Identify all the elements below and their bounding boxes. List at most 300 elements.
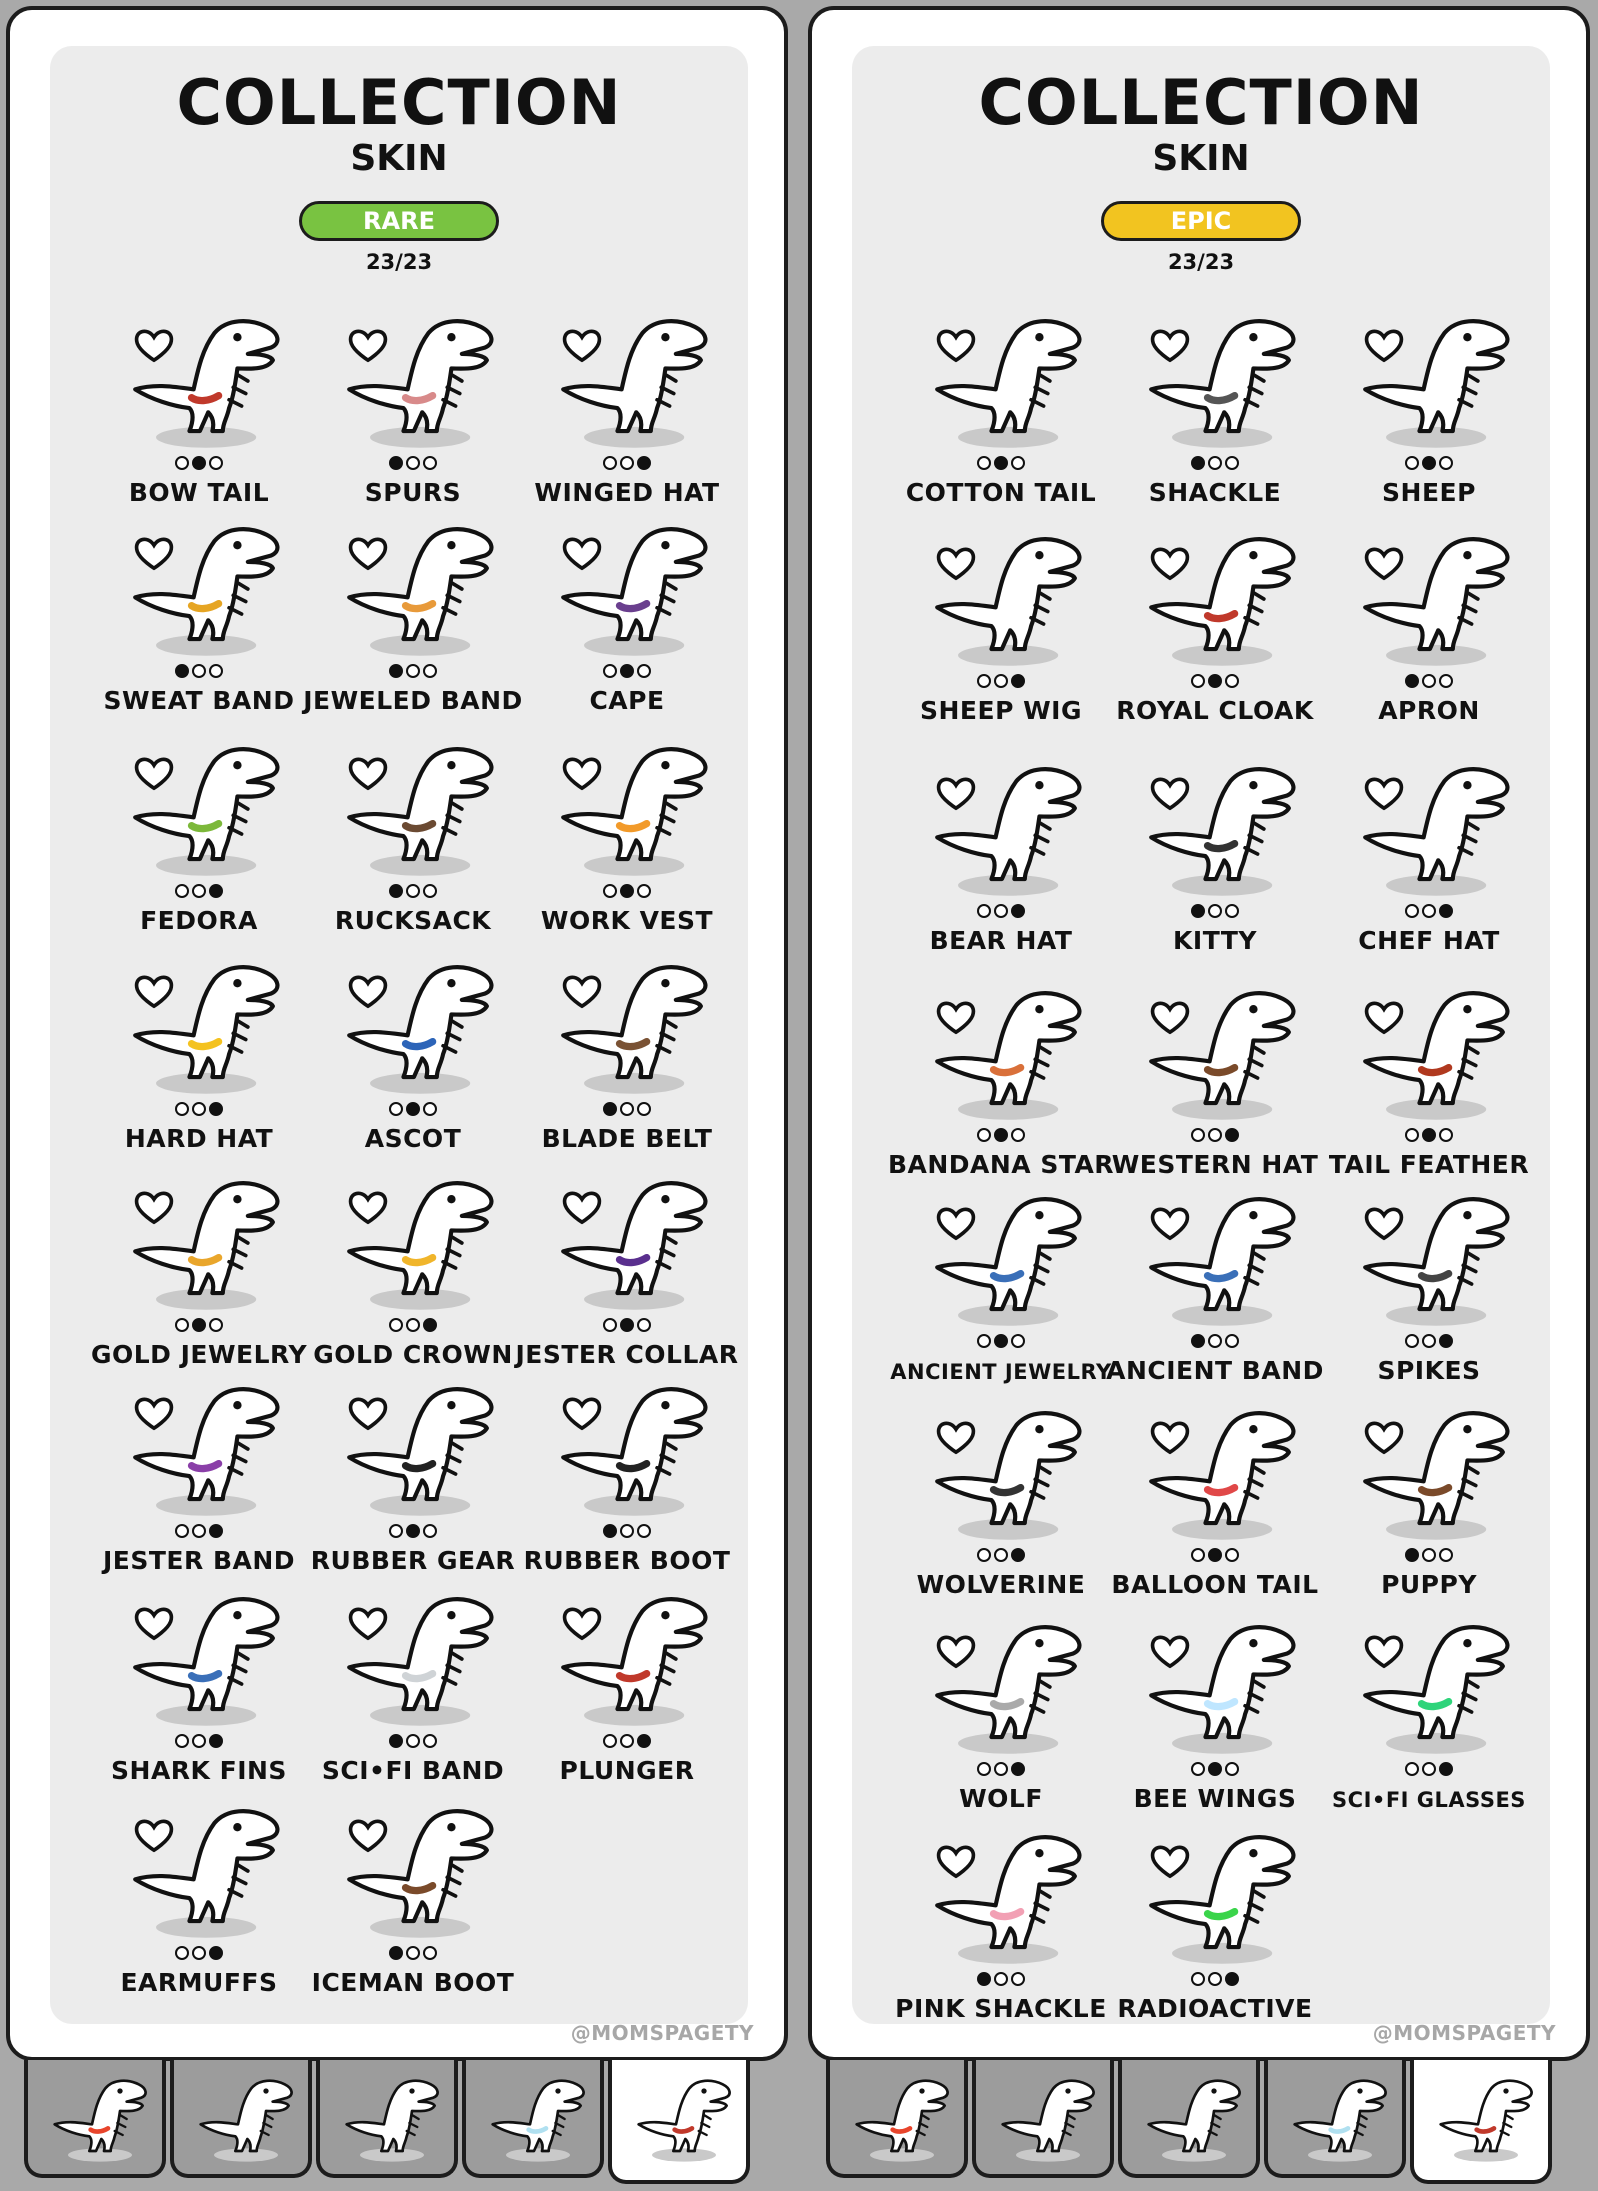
dino-skin-icon <box>552 954 710 1100</box>
variant-dot[interactable] <box>175 1102 189 1116</box>
skin-name: BEAR HAT <box>929 926 1073 955</box>
skin-item[interactable] <box>1320 526 1538 732</box>
dino-skin-icon <box>926 756 1084 902</box>
variant-dots <box>1106 674 1324 688</box>
variant-dot[interactable] <box>637 664 651 678</box>
dino-skin-icon <box>338 516 496 662</box>
variant-dot[interactable] <box>1225 1334 1239 1348</box>
skin-item[interactable] <box>518 308 736 514</box>
skin-name: BOW TAIL <box>128 478 270 507</box>
variant-dot[interactable] <box>389 1524 403 1538</box>
skin-name: SCI•FI BAND <box>321 1756 505 1785</box>
skin-name: FEDORA <box>140 906 258 935</box>
variant-dot[interactable] <box>1011 1334 1025 1348</box>
variant-dot[interactable] <box>406 1734 420 1748</box>
variant-dot[interactable] <box>423 884 437 898</box>
variant-dots <box>1106 1972 1324 1986</box>
variant-dot[interactable] <box>192 1524 206 1538</box>
skin-item[interactable] <box>90 736 308 942</box>
skin-item[interactable] <box>518 1586 736 1792</box>
skin-name: WOLVERINE <box>916 1570 1086 1599</box>
skin-item[interactable] <box>518 736 736 942</box>
variant-dots <box>90 884 308 898</box>
variant-dot[interactable] <box>1405 1762 1419 1776</box>
dino-skin-icon <box>1354 526 1512 672</box>
skin-item[interactable] <box>304 516 522 722</box>
skin-item[interactable] <box>892 756 1110 962</box>
skin-item[interactable] <box>90 516 308 722</box>
variant-dot-selected[interactable] <box>1422 456 1436 470</box>
variant-dot[interactable] <box>1225 904 1239 918</box>
variant-dot[interactable] <box>603 1318 617 1332</box>
variant-dot[interactable] <box>1208 1972 1222 1986</box>
skin-item[interactable] <box>518 516 736 722</box>
variant-dot[interactable] <box>1191 1128 1205 1142</box>
category-tab[interactable] <box>826 2060 968 2178</box>
variant-dot[interactable] <box>994 1548 1008 1562</box>
skin-name: APRON <box>1378 696 1480 725</box>
variant-dot[interactable] <box>192 1102 206 1116</box>
variant-dot[interactable] <box>423 1102 437 1116</box>
skin-name: SWEAT BAND <box>103 686 295 715</box>
variant-dot[interactable] <box>192 1734 206 1748</box>
skin-name: COTTON TAIL <box>905 478 1097 507</box>
skin-item[interactable] <box>90 1798 308 2004</box>
variant-dot-selected[interactable] <box>994 456 1008 470</box>
skin-item[interactable] <box>518 954 736 1160</box>
variant-dot[interactable] <box>1439 1128 1453 1142</box>
variant-dot[interactable] <box>406 884 420 898</box>
variant-dot-selected[interactable] <box>209 1102 223 1116</box>
variant-dot[interactable] <box>1422 1548 1436 1562</box>
variant-dots <box>90 1102 308 1116</box>
skin-item[interactable] <box>892 308 1110 514</box>
skin-name: WORK VEST <box>540 906 714 935</box>
skin-item[interactable] <box>304 1586 522 1792</box>
variant-dot[interactable] <box>423 664 437 678</box>
variant-dot-selected[interactable] <box>389 1946 403 1960</box>
variant-dot[interactable] <box>406 1946 420 1960</box>
variant-dot-selected[interactable] <box>620 664 634 678</box>
variant-dot-selected[interactable] <box>637 456 651 470</box>
dino-skin-icon <box>926 1186 1084 1332</box>
skin-name: EARMUFFS <box>120 1968 278 1997</box>
dino-skin-icon <box>1354 1614 1512 1760</box>
dino-skin-icon <box>926 526 1084 672</box>
variant-dot-selected[interactable] <box>1405 674 1419 688</box>
skin-item[interactable] <box>518 1376 736 1582</box>
skin-item[interactable] <box>1106 308 1324 514</box>
variant-dot[interactable] <box>994 1762 1008 1776</box>
variant-dot[interactable] <box>1208 1128 1222 1142</box>
skin-item[interactable] <box>892 1400 1110 1606</box>
variant-dot-selected[interactable] <box>1422 1128 1436 1142</box>
variant-dots <box>518 884 736 898</box>
skin-name: ICEMAN BOOT <box>311 1968 515 1997</box>
dino-skin-icon <box>1354 980 1512 1126</box>
skin-item[interactable] <box>1320 1186 1538 1392</box>
skin-item[interactable] <box>1320 1400 1538 1606</box>
variant-dots <box>304 1524 522 1538</box>
rainbow-dino-icon <box>48 2072 148 2166</box>
dino-skin-icon <box>338 1798 496 1944</box>
variant-dot[interactable] <box>637 1318 651 1332</box>
skin-item[interactable] <box>1320 1614 1538 1820</box>
variant-dot[interactable] <box>1225 1762 1239 1776</box>
variant-dot[interactable] <box>192 884 206 898</box>
skin-name: GOLD CROWN <box>313 1340 513 1369</box>
variant-dot[interactable] <box>977 1128 991 1142</box>
skin-item[interactable] <box>892 1824 1110 2030</box>
skin-item[interactable] <box>1320 308 1538 514</box>
variant-dot-selected[interactable] <box>389 456 403 470</box>
variant-dots <box>90 664 308 678</box>
dino-skin-icon <box>338 308 496 454</box>
variant-dot[interactable] <box>406 1318 420 1332</box>
skin-item[interactable] <box>1106 526 1324 732</box>
variant-dot-selected[interactable] <box>977 1972 991 1986</box>
variant-dot-selected[interactable] <box>637 1734 651 1748</box>
bow-dino-icon <box>632 2072 732 2166</box>
variant-dot[interactable] <box>1422 674 1436 688</box>
variant-dot[interactable] <box>1439 1548 1453 1562</box>
variant-dots <box>518 1102 736 1116</box>
variant-dot-selected[interactable] <box>1011 904 1025 918</box>
variant-dots <box>1320 456 1538 470</box>
skin-name: RUBBER GEAR <box>310 1546 516 1575</box>
variant-dot[interactable] <box>1422 1334 1436 1348</box>
dino-skin-icon <box>124 1170 282 1316</box>
variant-dots <box>892 904 1110 918</box>
variant-dots <box>1106 1334 1324 1348</box>
variant-dot-selected[interactable] <box>1191 904 1205 918</box>
credit-text: @MOMSPAGETY <box>1372 2021 1556 2045</box>
collection-title: COLLECTION <box>176 66 622 139</box>
variant-dot-selected[interactable] <box>620 1318 634 1332</box>
variant-dot-selected[interactable] <box>1208 674 1222 688</box>
variant-dot[interactable] <box>209 1318 223 1332</box>
skin-item[interactable] <box>892 526 1110 732</box>
variant-dot-selected[interactable] <box>1439 1334 1453 1348</box>
variant-dot-selected[interactable] <box>603 1524 617 1538</box>
variant-dot-selected[interactable] <box>406 1102 420 1116</box>
variant-dot-selected[interactable] <box>1191 1334 1205 1348</box>
category-tab[interactable] <box>1264 2060 1406 2178</box>
variant-dot[interactable] <box>192 1946 206 1960</box>
variant-dot[interactable] <box>1405 1128 1419 1142</box>
variant-dot[interactable] <box>977 674 991 688</box>
rarity-badge[interactable]: RARE <box>299 201 499 241</box>
skin-item[interactable] <box>90 954 308 1160</box>
dino-skin-icon <box>1140 1186 1298 1332</box>
variant-dots <box>1106 1762 1324 1776</box>
skin-name: WESTERN HAT <box>1111 1150 1319 1179</box>
skin-name: KITTY <box>1173 926 1257 955</box>
skin-item[interactable] <box>892 1614 1110 1820</box>
variant-dot[interactable] <box>1439 674 1453 688</box>
dino-skin-icon <box>124 736 282 882</box>
variant-dot-selected[interactable] <box>1191 456 1205 470</box>
variant-dots <box>90 1318 308 1332</box>
variant-dot[interactable] <box>637 1524 651 1538</box>
variant-dot[interactable] <box>1011 1128 1025 1142</box>
variant-dot-selected[interactable] <box>603 1102 617 1116</box>
skin-name: SHARK FINS <box>111 1756 287 1785</box>
white-dino-icon <box>194 2072 294 2166</box>
collection-subtitle: SKIN <box>1152 138 1250 179</box>
skin-item[interactable] <box>1106 1824 1324 2030</box>
skin-item[interactable] <box>304 1798 522 2004</box>
variant-dot[interactable] <box>1191 1548 1205 1562</box>
skin-name: SHEEP WIG <box>919 696 1082 725</box>
dino-skin-icon <box>926 308 1084 454</box>
variant-dot[interactable] <box>620 1102 634 1116</box>
variant-dot-selected[interactable] <box>1011 1762 1025 1776</box>
variant-dot[interactable] <box>175 884 189 898</box>
variant-dot[interactable] <box>637 884 651 898</box>
variant-dot-selected[interactable] <box>1208 1548 1222 1562</box>
category-tab[interactable] <box>1118 2060 1260 2178</box>
variant-dot[interactable] <box>1225 1548 1239 1562</box>
variant-dot[interactable] <box>637 1102 651 1116</box>
skin-grid <box>50 46 748 2024</box>
variant-dot[interactable] <box>977 456 991 470</box>
variant-dot-selected[interactable] <box>209 1524 223 1538</box>
variant-dot[interactable] <box>994 674 1008 688</box>
category-tab[interactable] <box>24 2060 166 2178</box>
category-tab[interactable] <box>462 2060 604 2178</box>
variant-dot[interactable] <box>977 1548 991 1562</box>
variant-dots <box>1320 1334 1538 1348</box>
variant-dot-selected[interactable] <box>1011 674 1025 688</box>
variant-dot-selected[interactable] <box>1208 1762 1222 1776</box>
variant-dot[interactable] <box>1405 456 1419 470</box>
variant-dot[interactable] <box>620 456 634 470</box>
variant-dot[interactable] <box>209 664 223 678</box>
variant-dot[interactable] <box>192 664 206 678</box>
collection-card <box>50 46 748 2024</box>
variant-dot-selected[interactable] <box>389 664 403 678</box>
variant-dot[interactable] <box>175 1524 189 1538</box>
skin-item[interactable] <box>1106 756 1324 962</box>
variant-dot-selected[interactable] <box>192 456 206 470</box>
variant-dot[interactable] <box>603 664 617 678</box>
variant-dot[interactable] <box>994 904 1008 918</box>
variant-dot-selected[interactable] <box>1439 1762 1453 1776</box>
variant-dot[interactable] <box>175 1318 189 1332</box>
skin-item[interactable] <box>887 980 1115 1186</box>
variant-dot[interactable] <box>1225 456 1239 470</box>
dino-skin-icon <box>1140 980 1298 1126</box>
dino-skin-icon <box>338 736 496 882</box>
variant-dot[interactable] <box>977 1334 991 1348</box>
skin-item[interactable] <box>304 308 522 514</box>
variant-dot-selected[interactable] <box>209 884 223 898</box>
variant-dot-selected[interactable] <box>175 664 189 678</box>
skin-item[interactable] <box>90 1586 308 1792</box>
variant-dot[interactable] <box>1208 456 1222 470</box>
variant-dot[interactable] <box>603 456 617 470</box>
dino-skin-icon <box>552 736 710 882</box>
variant-dots <box>518 1318 736 1332</box>
skin-name: BEE WINGS <box>1133 1784 1297 1813</box>
variant-dot[interactable] <box>406 456 420 470</box>
variant-dot[interactable] <box>603 1734 617 1748</box>
skin-name: BLADE BELT <box>541 1124 713 1153</box>
variant-dot-selected[interactable] <box>1011 1548 1025 1562</box>
variant-dot[interactable] <box>1208 1334 1222 1348</box>
skin-item[interactable] <box>304 1376 522 1582</box>
skin-item[interactable] <box>304 954 522 1160</box>
variant-dot[interactable] <box>603 884 617 898</box>
variant-dot[interactable] <box>1011 456 1025 470</box>
skin-item[interactable] <box>892 1186 1110 1392</box>
variant-dot[interactable] <box>977 904 991 918</box>
variant-dot[interactable] <box>389 1318 403 1332</box>
dino-skin-icon <box>338 1376 496 1522</box>
variant-dots <box>304 1318 522 1332</box>
variant-dot-selected[interactable] <box>1405 1548 1419 1562</box>
dino-skin-icon <box>124 308 282 454</box>
variant-dots <box>518 664 736 678</box>
variant-dot[interactable] <box>1011 1972 1025 1986</box>
skin-name: SCI•FI GLASSES <box>1332 1788 1526 1812</box>
skin-item[interactable] <box>90 308 308 514</box>
variant-dots <box>1320 1762 1538 1776</box>
skin-grid <box>852 46 1550 2024</box>
variant-dot[interactable] <box>1208 904 1222 918</box>
category-tab[interactable] <box>316 2060 458 2178</box>
variant-dot[interactable] <box>423 1734 437 1748</box>
variant-dot-selected[interactable] <box>406 1524 420 1538</box>
dino-skin-icon <box>926 1614 1084 1760</box>
dino-skin-icon <box>1140 1824 1298 1970</box>
skin-item[interactable] <box>515 1170 739 1376</box>
skin-item[interactable] <box>1320 980 1538 1186</box>
variant-dot[interactable] <box>389 1102 403 1116</box>
rainbow-dino-icon <box>850 2072 950 2166</box>
variant-dot[interactable] <box>1191 674 1205 688</box>
skin-item[interactable] <box>90 1170 308 1376</box>
variant-dot-selected[interactable] <box>994 1334 1008 1348</box>
category-tab[interactable] <box>1410 2060 1552 2184</box>
variant-dot[interactable] <box>1439 456 1453 470</box>
variant-dot[interactable] <box>423 1524 437 1538</box>
skin-name: TAIL FEATHER <box>1328 1150 1530 1179</box>
variant-dot[interactable] <box>620 1734 634 1748</box>
skin-name: GOLD JEWELRY <box>90 1340 308 1369</box>
skin-name: JESTER COLLAR <box>515 1340 739 1369</box>
skin-item[interactable] <box>1106 1614 1324 1820</box>
dino-skin-icon <box>1140 308 1298 454</box>
skin-name: SHACKLE <box>1148 478 1282 507</box>
variant-dot[interactable] <box>1225 674 1239 688</box>
variant-dots <box>304 1946 522 1960</box>
skin-item[interactable] <box>1320 756 1538 962</box>
variant-dots <box>1320 674 1538 688</box>
category-tab[interactable] <box>608 2060 750 2184</box>
dino-skin-icon <box>552 516 710 662</box>
skin-name: ROYAL CLOAK <box>1116 696 1314 725</box>
variant-dot[interactable] <box>1422 904 1436 918</box>
collection-panel-rare <box>6 6 788 2061</box>
variant-dot-selected[interactable] <box>389 1734 403 1748</box>
skin-name: JEWELED BAND <box>303 686 523 715</box>
category-tab[interactable] <box>972 2060 1114 2178</box>
variant-dots <box>892 1762 1110 1776</box>
variant-dot-selected[interactable] <box>192 1318 206 1332</box>
category-tab[interactable] <box>170 2060 312 2178</box>
rarity-badge[interactable]: EPIC <box>1101 201 1301 241</box>
variant-dot-selected[interactable] <box>209 1734 223 1748</box>
variant-dot[interactable] <box>977 1762 991 1776</box>
dino-skin-icon <box>926 1824 1084 1970</box>
dino-skin-icon <box>552 308 710 454</box>
variant-dots <box>518 456 736 470</box>
variant-dots <box>892 1334 1110 1348</box>
skin-item[interactable] <box>90 1376 308 1582</box>
skin-item[interactable] <box>304 736 522 942</box>
dino-skin-icon <box>338 1170 496 1316</box>
skin-item[interactable] <box>304 1170 522 1376</box>
skin-name: JESTER BAND <box>102 1546 296 1575</box>
variant-dot-selected[interactable] <box>389 884 403 898</box>
variant-dot-selected[interactable] <box>209 1946 223 1960</box>
variant-dots <box>304 884 522 898</box>
skeleton-dino-icon <box>340 2072 440 2166</box>
variant-dot[interactable] <box>175 456 189 470</box>
dino-skin-icon <box>1140 1400 1298 1546</box>
variant-dot[interactable] <box>994 1972 1008 1986</box>
variant-dot[interactable] <box>1405 1334 1419 1348</box>
collection-panel-epic <box>808 6 1590 2061</box>
variant-dot[interactable] <box>1191 1762 1205 1776</box>
skin-item[interactable] <box>1106 980 1324 1186</box>
variant-dot-selected[interactable] <box>994 1128 1008 1142</box>
variant-dot[interactable] <box>1405 904 1419 918</box>
variant-dot-selected[interactable] <box>1225 1128 1239 1142</box>
dino-skin-icon <box>1140 756 1298 902</box>
skin-name: SPURS <box>364 478 462 507</box>
category-tab-bar <box>6 2060 788 2184</box>
variant-dot[interactable] <box>423 456 437 470</box>
variant-dot[interactable] <box>406 664 420 678</box>
collection-title: COLLECTION <box>978 66 1424 139</box>
variant-dots <box>1320 1128 1538 1142</box>
skin-name: SHEEP <box>1382 478 1476 507</box>
variant-dot[interactable] <box>175 1734 189 1748</box>
variant-dot-selected[interactable] <box>620 884 634 898</box>
skin-name: RUCKSACK <box>334 906 492 935</box>
variant-dot-selected[interactable] <box>423 1318 437 1332</box>
variant-dots <box>518 1524 736 1538</box>
variant-dot[interactable] <box>620 1524 634 1538</box>
variant-dot-selected[interactable] <box>1225 1972 1239 1986</box>
variant-dot[interactable] <box>209 456 223 470</box>
skin-item[interactable] <box>1106 1400 1324 1606</box>
variant-dots <box>892 1128 1110 1142</box>
skin-name: PINK SHACKLE <box>895 1994 1107 2023</box>
skin-name: RUBBER BOOT <box>523 1546 731 1575</box>
variant-dot[interactable] <box>175 1946 189 1960</box>
dino-skin-icon <box>338 954 496 1100</box>
variant-dot-selected[interactable] <box>1439 904 1453 918</box>
variant-dot[interactable] <box>1191 1972 1205 1986</box>
skin-item[interactable] <box>1106 1186 1324 1392</box>
dino-skin-icon <box>1354 756 1512 902</box>
variant-dot[interactable] <box>423 1946 437 1960</box>
variant-dot[interactable] <box>1422 1762 1436 1776</box>
